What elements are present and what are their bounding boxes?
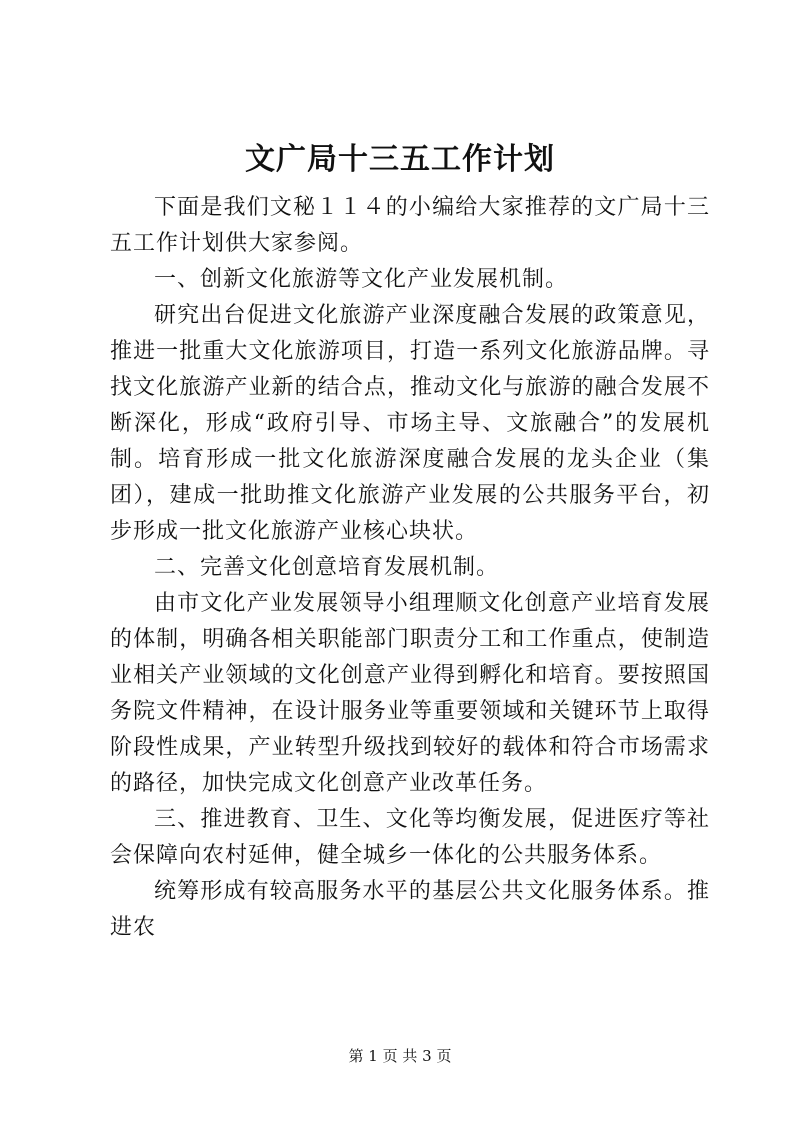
document-title: 文广局十三五工作计划 [245, 142, 555, 177]
paragraph-section-2: 由市文化产业发展领导小组理顺文化创意产业培育发展的体制，明确各相关职能部门职责分工和工作重点，使制造业相关产业领域的文化创意产业得到孵化和培育。要按照国务院文件精神，在设计服务业等重要领域和关键环节上取得阶段性成果，产业转型升级找到较好的载体和符合市场需求的路径，加快完成文化创意产业改革任务。 [110, 591, 710, 796]
section-heading-2: 二、完善文化创意培育发展机制。 [154, 555, 500, 580]
paragraph-section-3: 统筹形成有较高服务水平的基层公共文化服务体系。推进农 [110, 879, 710, 940]
section-heading-1: 一、创新文化旅游等文化产业发展机制。 [154, 267, 569, 292]
page-footer: 第 1 页 共 3 页 [348, 1047, 452, 1065]
document-body [110, 190, 710, 946]
section-heading-3: 三、推进教育、卫生、文化等均衡发展，促进医疗等社会保障向农村延伸，健全城乡一体化的公共服务体系。 [110, 807, 710, 868]
paragraph-intro: 下面是我们文秘１１４的小编给大家推荐的文广局十三五工作计划供大家参阅。 [110, 195, 710, 256]
paragraph-section-1: 研究出台促进文化旅游产业深度融合发展的政策意见，推进一批重大文化旅游项目，打造一系列文化旅游品牌。寻找文化旅游产业新的结合点，推动文化与旅游的融合发展不断深化，形成“政府引导、市场主导、文旅融合”的发展机制。培育形成一批文化旅游深度融合发展的龙头企业（集团），建成一批助推文化旅游产业发展的公共服务平台，初步形成一批文化旅游产业核心块状。 [110, 303, 710, 544]
